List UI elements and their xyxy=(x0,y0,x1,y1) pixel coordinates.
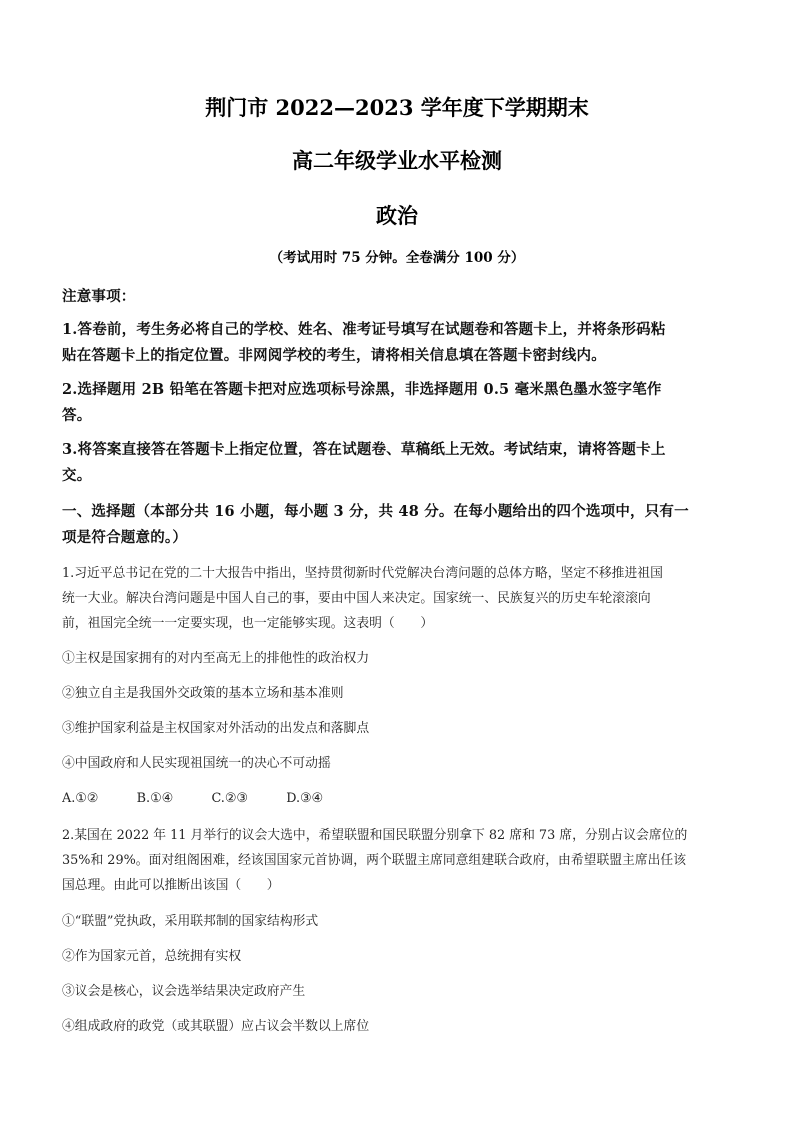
q1-stem-line-3: 前，祖国完全统一一定要实现，也一定能够实现。这表明（ ） xyxy=(62,616,434,631)
exam-info: （考试用时 75 分钟。全卷满分 100 分） xyxy=(269,250,525,266)
exam-title: 荆门市 2022—2023 学年度下学期期末 xyxy=(205,95,589,120)
q1-option-2: ②独立自主是我国外交政策的基本立场和基本准则 xyxy=(62,686,344,701)
exam-subject: 政治 xyxy=(376,203,418,228)
q2-stem-line-1: 2.某国在 2022 年 11 月举行的议会大选中，希望联盟和国民联盟分别拿下 82 席和 73 席，分别占议会席位的 xyxy=(62,828,688,843)
q2-option-3: ③议会是核心，议会选举结果决定政府产生 xyxy=(62,984,306,999)
q2-stem-line-2: 35%和 29%。面对组阁困难，经该国国家元首协调，两个联盟主席同意组建联合政府，由希望联盟主席出任该 xyxy=(62,853,687,868)
notice-item-3-line-1: 3.将答案直接答在答题卡上指定位置，答在试题卷、草稿纸上无效。考试结束，请将答题卡上 xyxy=(62,441,666,458)
q1-stem-line-2: 统一大业。解决台湾问题是中国人自己的事，要由中国人来决定。国家统一、民族复兴的历史车轮滚滚向 xyxy=(62,591,651,606)
q1-option-4: ④中国政府和人民实现祖国统一的决心不可动摇 xyxy=(62,756,331,771)
q2-option-1: ①“联盟”党执政，采用联邦制的国家结构形式 xyxy=(62,914,319,929)
notice-item-1-line-2: 贴在答题卡上的指定位置。非网阅学校的考生，请将相关信息填在答题卡密封线内。 xyxy=(62,347,606,364)
section-heading-line-1: 一、选择题（本部分共 16 小题，每小题 3 分，共 48 分。在每小题给出的四个选项中，只有一 xyxy=(62,503,689,520)
q2-option-2: ②作为国家元首，总统拥有实权 xyxy=(62,949,242,964)
notice-item-2-line-2: 答。 xyxy=(62,407,92,424)
q1-choices: A.①② B.①④ C.②③ D.③④ xyxy=(62,791,324,806)
q2-option-4: ④组成政府的政党（或其联盟）应占议会半数以上席位 xyxy=(62,1019,370,1034)
q1-option-3: ③维护国家利益是主权国家对外活动的出发点和落脚点 xyxy=(62,721,370,736)
q1-stem-line-1: 1.习近平总书记在党的二十大报告中指出，坚持贯彻新时代党解决台湾问题的总体方略，坚定不移推进祖国 xyxy=(62,566,663,581)
notice-heading: 注意事项： xyxy=(62,288,136,305)
exam-subtitle: 高二年级学业水平检测 xyxy=(292,148,502,173)
notice-item-3-line-2: 交。 xyxy=(62,467,92,484)
q2-stem-line-3: 国总理。由此可以推断出该国（ ） xyxy=(62,878,280,893)
section-heading-line-2: 项是符合题意的。） xyxy=(62,529,188,546)
notice-item-2-line-1: 2.选择题用 2B 铅笔在答题卡把对应选项标号涂黑，非选择题用 0.5 毫米黑色墨水签字笔作 xyxy=(62,381,662,398)
q1-option-1: ①主权是国家拥有的对内至高无上的排他性的政治权力 xyxy=(62,651,370,666)
notice-item-1-line-1: 1.答卷前，考生务必将自己的学校、姓名、准考证号填写在试题卷和答题卡上，并将条形码粘 xyxy=(62,321,666,338)
